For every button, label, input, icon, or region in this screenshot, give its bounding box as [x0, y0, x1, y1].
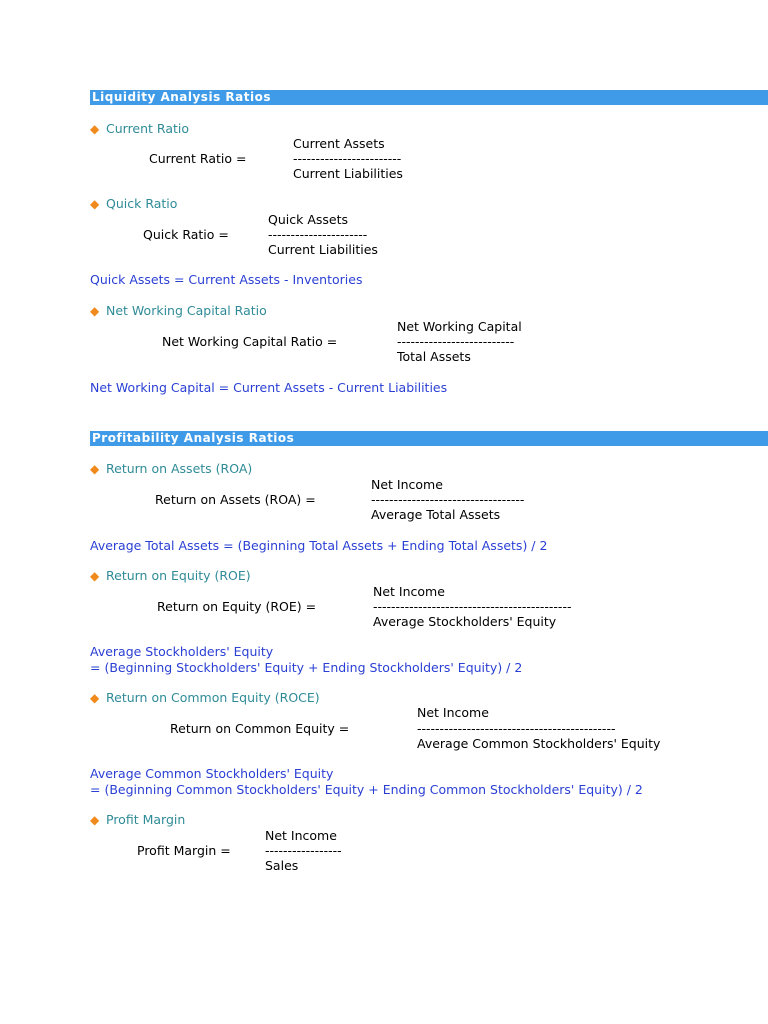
roce-numerator: Net Income: [417, 705, 489, 720]
diamond-bullet-icon: ◆: [90, 197, 100, 211]
nwc-ratio-divider: --------------------------: [397, 334, 515, 349]
roce-title-text: Return on Common Equity (ROCE): [106, 690, 320, 705]
nwc-ratio-title: [90, 303, 267, 319]
roe-divider: --------------------------------------------: [373, 599, 572, 614]
diamond-bullet-icon: ◆: [90, 304, 100, 318]
current-ratio-denominator: Current Liabilities: [293, 166, 403, 181]
quick-assets-note: Quick Assets = Current Assets - Inventories: [90, 272, 363, 287]
liquidity-section-header: Liquidity Analysis Ratios: [90, 90, 768, 105]
roce-label: Return on Common Equity =: [170, 721, 350, 736]
profit-margin-title: [90, 812, 185, 828]
quick-ratio-label: Quick Ratio =: [143, 227, 229, 242]
roe-label: Return on Equity (ROE) =: [157, 599, 317, 614]
roe-note-line2: = (Beginning Stockholders' Equity + Ending Stockholders' Equity) / 2: [90, 660, 523, 675]
current-ratio-title: [90, 121, 189, 137]
roa-title-text: Return on Assets (ROA): [106, 461, 253, 476]
roce-title: [90, 690, 320, 706]
profit-margin-denominator: Sales: [265, 858, 299, 873]
roe-note-line1: Average Stockholders' Equity: [90, 644, 274, 659]
roa-label: Return on Assets (ROA) =: [155, 492, 316, 507]
quick-ratio-title-text: Quick Ratio: [106, 196, 178, 211]
roa-divider: ----------------------------------: [371, 492, 525, 507]
roa-numerator: Net Income: [371, 477, 443, 492]
nwc-ratio-numerator: Net Working Capital: [397, 319, 522, 334]
profit-margin-numerator: Net Income: [265, 828, 337, 843]
current-ratio-label: Current Ratio =: [149, 151, 247, 166]
current-ratio-title-text: Current Ratio: [106, 121, 190, 136]
quick-ratio-numerator: Quick Assets: [268, 212, 348, 227]
nwc-ratio-title-text: Net Working Capital Ratio: [106, 303, 267, 318]
diamond-bullet-icon: ◆: [90, 462, 100, 476]
current-ratio-divider: ------------------------: [293, 151, 402, 166]
roe-denominator: Average Stockholders' Equity: [373, 614, 557, 629]
profit-margin-title-text: Profit Margin: [106, 812, 186, 827]
roe-title-text: Return on Equity (ROE): [106, 568, 251, 583]
diamond-bullet-icon: ◆: [90, 813, 100, 827]
diamond-bullet-icon: ◆: [90, 569, 100, 583]
quick-ratio-title: [90, 196, 177, 212]
diamond-bullet-icon: ◆: [90, 122, 100, 136]
profit-margin-divider: -----------------: [265, 843, 342, 858]
roce-divider: --------------------------------------------: [417, 721, 616, 736]
roa-denominator: Average Total Assets: [371, 507, 501, 522]
roce-note-line2: = (Beginning Common Stockholders' Equity + Ending Common Stockholders' Equity) / 2: [90, 782, 643, 797]
nwc-ratio-denominator: Total Assets: [397, 349, 471, 364]
nwc-note: Net Working Capital = Current Assets - Current Liabilities: [90, 380, 448, 395]
roa-note: Average Total Assets = (Beginning Total Assets + Ending Total Assets) / 2: [90, 538, 548, 553]
current-ratio-numerator: Current Assets: [293, 136, 385, 151]
profit-margin-label: Profit Margin =: [137, 843, 231, 858]
quick-ratio-denominator: Current Liabilities: [268, 242, 378, 257]
roe-title: [90, 568, 251, 584]
roe-numerator: Net Income: [373, 584, 445, 599]
roce-note-line1: Average Common Stockholders' Equity: [90, 766, 334, 781]
roa-title: [90, 461, 252, 477]
diamond-bullet-icon: ◆: [90, 691, 100, 705]
profitability-section-header: Profitability Analysis Ratios: [90, 431, 768, 446]
roce-denominator: Average Common Stockholders' Equity: [417, 736, 661, 751]
nwc-ratio-label: Net Working Capital Ratio =: [162, 334, 338, 349]
quick-ratio-divider: ----------------------: [268, 227, 368, 242]
